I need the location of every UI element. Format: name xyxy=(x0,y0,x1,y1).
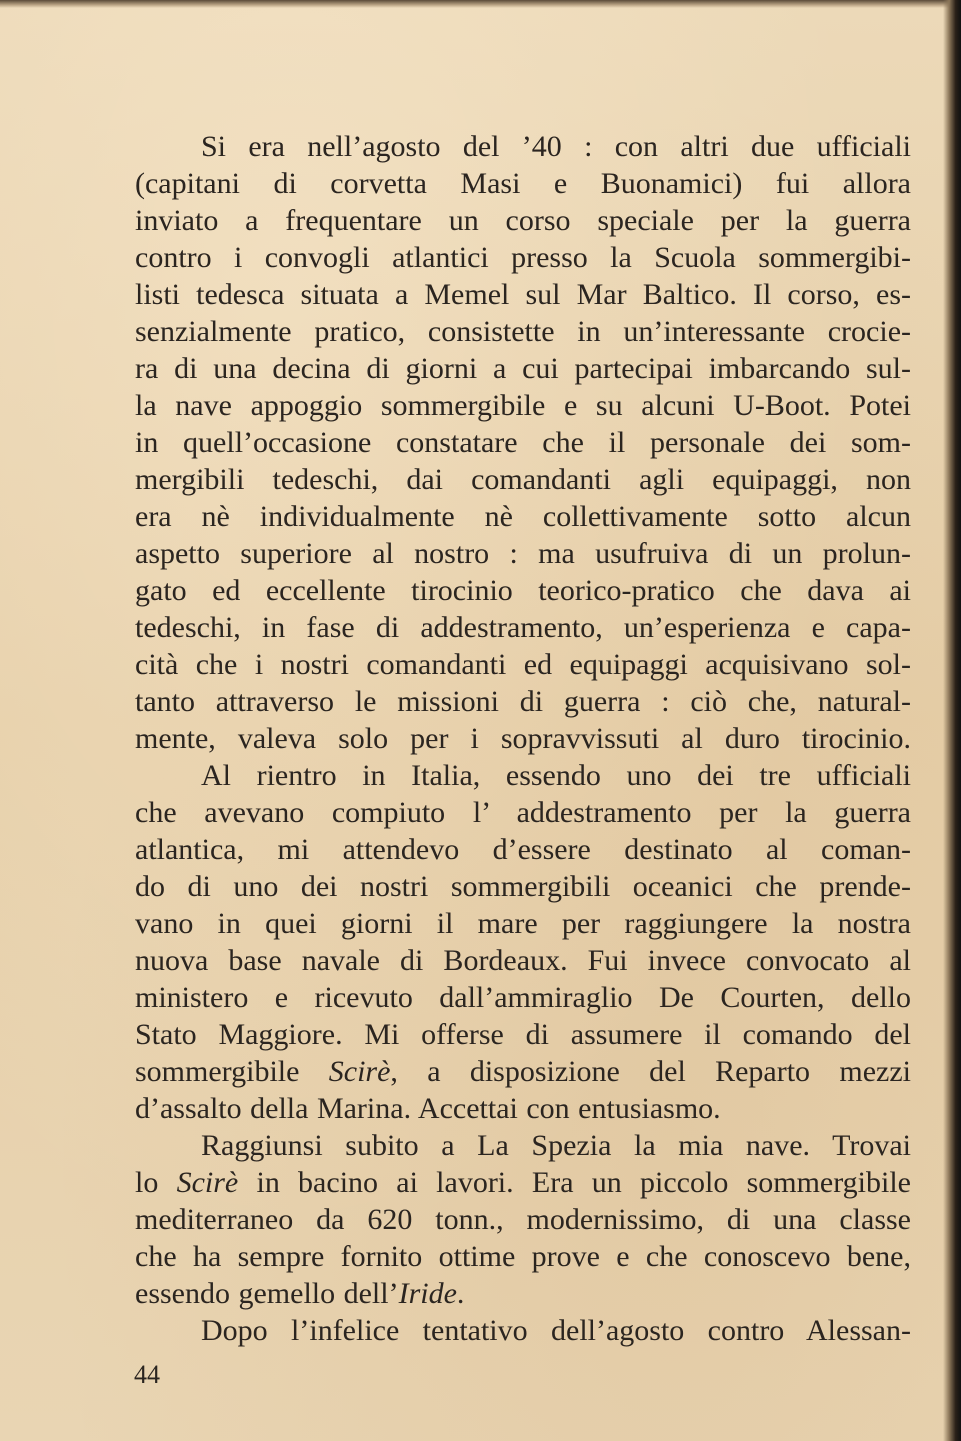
page-top-edge xyxy=(0,0,961,8)
text-line: tedeschi, in fase di addestramento, un’esperienza e capa- xyxy=(135,611,911,644)
text-line: contro i convogli atlantici presso la Scuola sommergibi- xyxy=(135,241,911,274)
text-line: ministero e ricevuto dall’ammiraglio De Courten, dello xyxy=(135,981,911,1014)
paragraph-3 xyxy=(135,1127,911,1312)
text-line: do di uno dei nostri sommergibili oceanici che prende- xyxy=(135,870,911,903)
text-line: mediterraneo da 620 tonn., modernissimo, di una classe xyxy=(135,1203,911,1236)
text-line: Raggiunsi subito a La Spezia la mia nave. Trovai xyxy=(201,1129,911,1162)
text-line: era nè individualmente nè collettivamente sotto alcun xyxy=(135,500,911,533)
text-line: aspetto superiore al nostro : ma usufruiva di un prolun- xyxy=(135,537,911,570)
text-line: che avevano compiuto l’ addestramento per la guerra xyxy=(135,796,911,829)
text-line: senzialmente pratico, consistette in un’interessante crocie- xyxy=(135,315,911,348)
text-line: che ha sempre fornito ottime prove e che conoscevo bene, xyxy=(135,1240,911,1273)
text-line: Dopo l’infelice tentativo dell’agosto contro Alessan- xyxy=(201,1314,911,1347)
paragraph-1 xyxy=(135,128,911,757)
text-line: inviato a frequentare un corso speciale per la guerra xyxy=(135,204,911,237)
body-text xyxy=(135,128,911,1349)
text-line: vano in quei giorni il mare per raggiungere la nostra xyxy=(135,907,911,940)
text-line: d’assalto della Marina. Accettai con entusiasmo. xyxy=(135,1092,721,1125)
paragraph-2 xyxy=(135,757,911,1127)
text-line: lo Scirè in bacino ai lavori. Era un piccolo sommergibile xyxy=(135,1166,911,1199)
text-line: la nave appoggio sommergibile e su alcuni U-Boot. Potei xyxy=(135,389,911,422)
text-line: Al rientro in Italia, essendo uno dei tre ufficiali xyxy=(201,759,911,792)
text-line: listi tedesca situata a Memel sul Mar Baltico. Il corso, es- xyxy=(135,278,911,311)
text-line: atlantica, mi attendevo d’essere destinato al coman- xyxy=(135,833,911,866)
paragraph-4 xyxy=(135,1312,911,1349)
page-number: 44 xyxy=(134,1360,160,1389)
text-line: sommergibile Scirè, a disposizione del Reparto mezzi xyxy=(135,1055,911,1088)
text-line: cità che i nostri comandanti ed equipaggi acquisivano sol- xyxy=(135,648,911,681)
book-spine-shadow xyxy=(943,0,961,1441)
text-line: mergibili tedeschi, dai comandanti agli equipaggi, non xyxy=(135,463,911,496)
text-line: essendo gemello dell’Iride. xyxy=(135,1277,465,1310)
text-line: Si era nell’agosto del ’40 : con altri due ufficiali xyxy=(201,130,911,163)
text-line: tanto attraverso le missioni di guerra : ciò che, natural- xyxy=(135,685,911,718)
text-line: in quell’occasione constatare che il personale dei som- xyxy=(135,426,911,459)
text-line: Stato Maggiore. Mi offerse di assumere il comando del xyxy=(135,1018,911,1051)
text-line: mente, valeva solo per i sopravvissuti al duro tirocinio. xyxy=(135,722,911,755)
text-line: (capitani di corvetta Masi e Buonamici) fui allora xyxy=(135,167,911,200)
text-line: ra di una decina di giorni a cui partecipai imbarcando sul- xyxy=(135,352,911,385)
text-line: nuova base navale di Bordeaux. Fui invece convocato al xyxy=(135,944,911,977)
text-line: gato ed eccellente tirocinio teorico-pratico che dava ai xyxy=(135,574,911,607)
